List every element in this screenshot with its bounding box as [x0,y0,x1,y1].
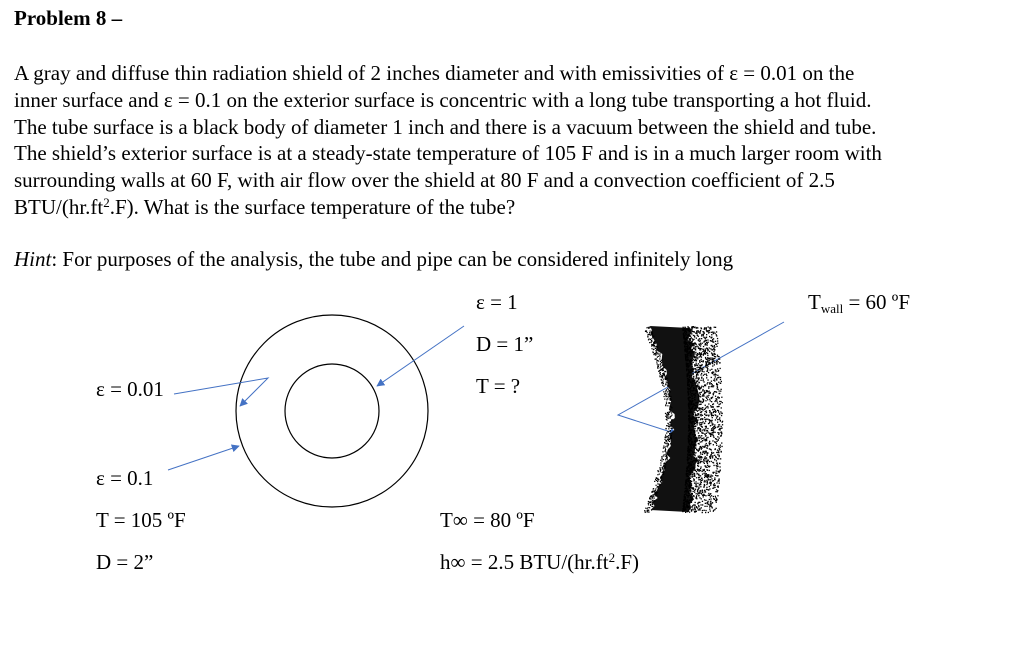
convection-coefficient-value-post: .F) [615,550,640,574]
wall-core [650,326,699,512]
hint-text: : For purposes of the analysis, the tube and pipe can be considered infinitely long [51,247,734,271]
statement-line-5: surrounding walls at 60 F, with air flow over the shield at 80 F and a convection coefficient of 2.5 [14,168,835,193]
convection-coefficient-value-pre: = 2.5 BTU/(hr.ft [465,550,609,574]
wall-temperature-value: = 60 ºF [843,290,911,314]
problem-statement [14,60,882,221]
statement-line-6-sup: 2 [103,194,110,210]
wall-temperature-symbol: T [808,290,821,314]
inner-emissivity-arrow [174,378,268,406]
statement-line-4: The shield’s exterior surface is at a steady-state temperature of 105 F and is in a much larger room with [14,141,882,166]
statement-line-3: The tube surface is a black body of diameter 1 inch and there is a vacuum between the shield and tube. [14,114,877,139]
tube-arrow [377,326,464,386]
statement-line-6 [14,194,882,221]
air-temperature-label [440,507,535,533]
statement-line-1: A gray and diffuse thin radiation shield of 2 inches diameter and with emissivities of ε = 0.01 on the [14,61,855,85]
shield-inner-emissivity-label: ε = 0.01 [96,377,164,401]
wall-temperature-subscript: wall [820,301,844,316]
tube-diameter-label: D = 1” [476,332,534,356]
tube-temperature-label: T = ? [476,374,521,398]
convection-coefficient-label [440,549,639,575]
tube-circle [285,364,379,458]
hint [14,246,733,272]
hint-label: Hint [14,247,52,271]
shield-diameter-label: D = 2” [96,550,154,574]
wall-temperature-label [808,289,910,315]
tube-emissivity-label: ε = 1 [476,290,518,314]
wall-arrow [618,322,784,434]
air-temperature-symbol: T∞ [440,508,468,532]
statement-line-6-post: .F). What is the surface temperature of the tube? [109,194,516,219]
shield-temperature-label: T = 105 ºF [96,508,186,532]
convection-coefficient-sup: 2 [608,550,616,565]
outer-emissivity-arrow [168,446,239,470]
statement-line-6-pre: BTU/(hr.ft [14,194,104,219]
statement-line-2: inner surface and ε = 0.1 on the exterior surface is concentric with a long tube transporting a hot fluid. [14,87,872,112]
air-temperature-value: = 80 ºF [467,508,535,532]
convection-coefficient-symbol: h∞ [440,550,466,574]
room-wall [644,326,723,513]
shield-circle [236,315,428,507]
problem-title: Problem 8 – [14,6,123,30]
shield-outer-emissivity-label: ε = 0.1 [96,466,154,490]
